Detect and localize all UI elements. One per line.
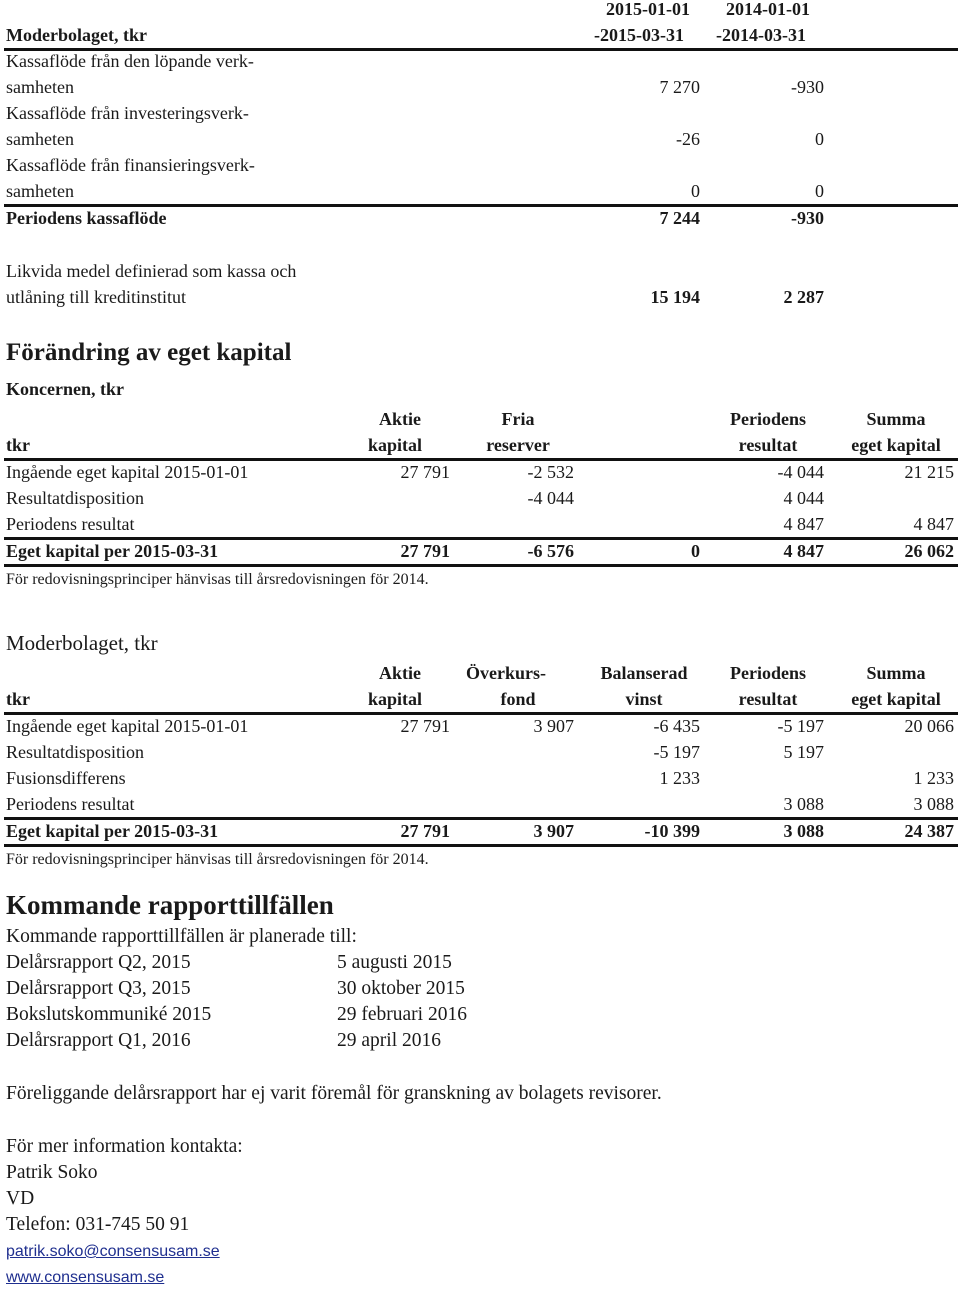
table-total-label: Eget kapital per 2015-03-31 xyxy=(6,541,219,561)
col-header: Överkurs- xyxy=(466,663,546,683)
cashflow-row-label: Kassaflöde från investeringsverk- xyxy=(6,103,249,123)
table-row-label: Fusionsdifferens xyxy=(6,768,126,788)
table-cell: 3 088 xyxy=(783,794,824,814)
table-cell: 27 791 xyxy=(400,716,450,736)
group-subtitle: Koncernen, tkr xyxy=(6,379,124,399)
table-cell: 3 088 xyxy=(913,794,954,814)
table-cell: -2 532 xyxy=(527,462,574,482)
table-total-cell: 4 847 xyxy=(783,541,824,561)
table-cell: 21 215 xyxy=(904,462,954,482)
report-name: Delårsrapport Q2, 2015 xyxy=(6,952,191,973)
report-name: Delårsrapport Q1, 2016 xyxy=(6,1030,191,1051)
col2-header-line2: -2014-03-31 xyxy=(716,25,806,45)
table-total-cell: 3 907 xyxy=(533,821,574,841)
col-header: fond xyxy=(500,689,536,709)
report-name: Bokslutskommuniké 2015 xyxy=(6,1004,212,1025)
col1-header-line2: -2015-03-31 xyxy=(594,25,684,45)
col-header: resultat xyxy=(738,689,798,709)
website-link[interactable]: www.consensusam.se xyxy=(6,1269,165,1286)
cashflow-label: Moderbolaget, tkr xyxy=(6,25,147,45)
table-row-label: Periodens resultat xyxy=(6,514,135,534)
table-cell: 4 847 xyxy=(783,514,824,534)
col-header: eget kapital xyxy=(851,689,941,709)
table-total-cell: -6 576 xyxy=(527,541,574,561)
col-header: resultat xyxy=(738,435,798,455)
report-date: 30 oktober 2015 xyxy=(337,978,465,999)
col1-header-line1: 2015-01-01 xyxy=(606,0,690,19)
col-header: Aktie xyxy=(379,409,421,429)
cashflow-total-label: Periodens kassaflöde xyxy=(6,208,167,228)
table-cell: 1 233 xyxy=(659,768,700,788)
col-header: Balanserad xyxy=(600,663,688,683)
cashflow-value: 0 xyxy=(815,129,824,149)
col-header: Summa xyxy=(866,409,926,429)
table-total-cell: 3 088 xyxy=(783,821,824,841)
table-cell: -6 435 xyxy=(653,716,700,736)
contact-intro: För mer information kontakta: xyxy=(6,1136,243,1157)
col-header: kapital xyxy=(367,689,423,709)
table-cell: 27 791 xyxy=(400,462,450,482)
col-header: reserver xyxy=(486,435,550,455)
col-header-tkr: tkr xyxy=(6,435,30,455)
report-date: 29 april 2016 xyxy=(337,1030,441,1051)
col-header: Aktie xyxy=(379,663,421,683)
cashflow-row-label: samheten xyxy=(6,181,74,201)
table-cell: 3 907 xyxy=(533,716,574,736)
table-cell: -5 197 xyxy=(653,742,700,762)
contact-email-link[interactable]: patrik.soko@consensusam.se xyxy=(6,1243,220,1260)
cashflow-total-value: -930 xyxy=(791,208,824,228)
table-total-cell: 26 062 xyxy=(904,541,954,561)
cashflow-row-label: samheten xyxy=(6,77,74,97)
cashflow-value: 7 270 xyxy=(659,77,700,97)
contact-title: VD xyxy=(6,1188,35,1209)
report-date: 29 februari 2016 xyxy=(337,1004,467,1025)
parent-note: För redovisningsprinciper hänvisas till årsredovisningen för 2014. xyxy=(6,851,429,868)
col2-header-line1: 2014-01-01 xyxy=(726,0,810,19)
equity-title: Förändring av eget kapital xyxy=(6,339,292,366)
table-total-cell: 27 791 xyxy=(400,541,450,561)
group-bottom-rule xyxy=(4,564,958,567)
cashflow-row-label: Kassaflöde från den löpande verk- xyxy=(6,51,254,71)
col-header: eget kapital xyxy=(851,435,941,455)
contact-name: Patrik Soko xyxy=(6,1162,98,1183)
group-note: För redovisningsprinciper hänvisas till årsredovisningen för 2014. xyxy=(6,571,429,588)
col-header: Periodens xyxy=(730,409,806,429)
cashflow-row-label: samheten xyxy=(6,129,74,149)
table-total-cell: 27 791 xyxy=(400,821,450,841)
table-total-cell: -10 399 xyxy=(644,821,700,841)
col-header: vinst xyxy=(625,689,663,709)
liquid-value: 2 287 xyxy=(783,287,824,307)
report-date: 5 augusti 2015 xyxy=(337,952,452,973)
table-cell: 5 197 xyxy=(783,742,824,762)
liquid-label: utlåning till kreditinstitut xyxy=(6,287,186,307)
cashflow-total-value: 7 244 xyxy=(659,208,700,228)
cashflow-row-label: Kassaflöde från finansieringsverk- xyxy=(6,155,255,175)
table-row-label: Resultatdisposition xyxy=(6,488,145,508)
cashflow-value: 0 xyxy=(691,181,700,201)
table-row-label: Resultatdisposition xyxy=(6,742,145,762)
col-header: Fria xyxy=(501,409,535,429)
col-header: kapital xyxy=(367,435,423,455)
col-header: Summa xyxy=(866,663,926,683)
upcoming-title: Kommande rapporttillfällen xyxy=(6,890,334,920)
table-cell: 20 066 xyxy=(904,716,954,736)
table-cell: 4 847 xyxy=(913,514,954,534)
upcoming-intro: Kommande rapporttillfällen är planerade till: xyxy=(6,926,357,947)
table-row-label: Ingående eget kapital 2015-01-01 xyxy=(6,716,249,736)
table-total-cell: 24 387 xyxy=(904,821,954,841)
parent-subtitle: Moderbolaget, tkr xyxy=(6,631,158,655)
table-cell: 4 044 xyxy=(783,488,824,508)
col-header-tkr: tkr xyxy=(6,689,30,709)
audit-statement: Föreliggande delårsrapport har ej varit föremål för granskning av bolagets revisorer. xyxy=(6,1083,662,1104)
table-cell: -4 044 xyxy=(527,488,574,508)
table-cell: 1 233 xyxy=(913,768,954,788)
col-header: Periodens xyxy=(730,663,806,683)
table-total-cell: 0 xyxy=(691,541,700,561)
cashflow-value: -26 xyxy=(676,129,700,149)
report-name: Delårsrapport Q3, 2015 xyxy=(6,978,191,999)
table-row-label: Periodens resultat xyxy=(6,794,135,814)
contact-phone: Telefon: 031-745 50 91 xyxy=(6,1214,190,1235)
table-row-label: Ingående eget kapital 2015-01-01 xyxy=(6,462,249,482)
cashflow-value: -930 xyxy=(791,77,824,97)
table-cell: -4 044 xyxy=(777,462,824,482)
cashflow-value: 0 xyxy=(815,181,824,201)
liquid-value: 15 194 xyxy=(650,287,700,307)
table-total-label: Eget kapital per 2015-03-31 xyxy=(6,821,219,841)
liquid-label: Likvida medel definierad som kassa och xyxy=(6,261,297,281)
parent-bottom-rule xyxy=(4,844,958,847)
table-cell: -5 197 xyxy=(777,716,824,736)
